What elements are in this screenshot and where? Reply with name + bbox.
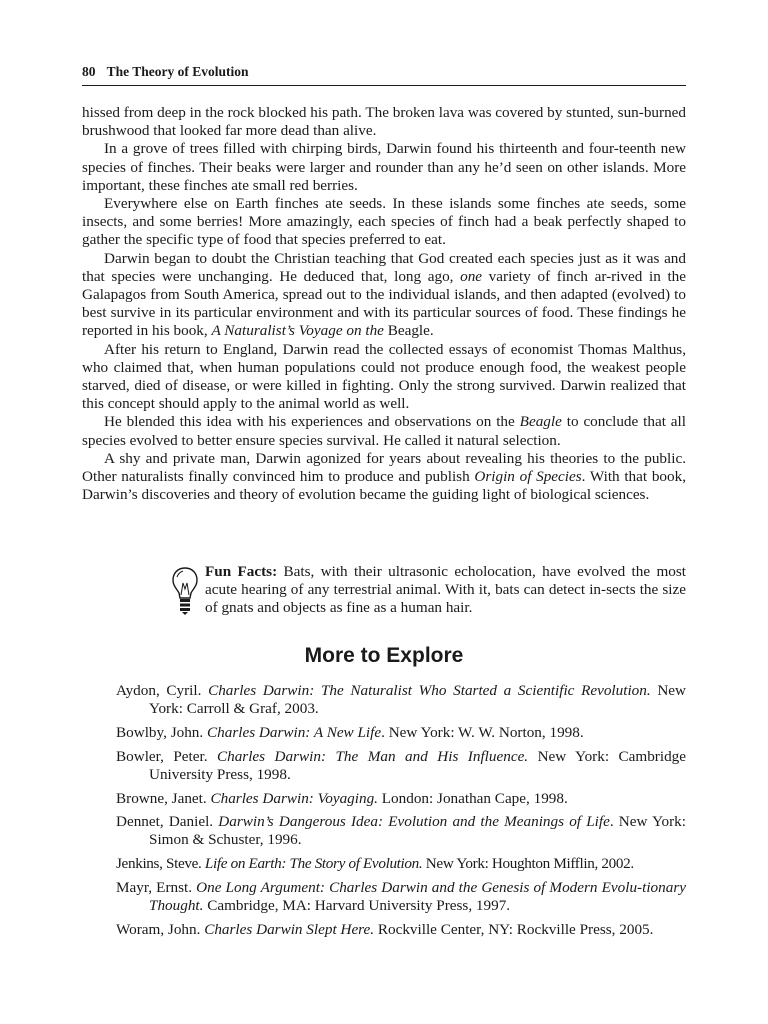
reference-item [116, 724, 686, 742]
emphasis: one [460, 267, 483, 285]
reference-author: Browne, Janet. [116, 789, 211, 807]
lightbulb-icon [170, 565, 200, 617]
ship-name: Beagle [519, 413, 562, 431]
reference-publisher: New York: Houghton Mifflin, 2002. [422, 855, 634, 873]
body-text [82, 104, 686, 504]
reference-author: Mayr, Ernst. [116, 878, 197, 896]
paragraph-text: He blended this idea with his experiences and observations on the [104, 413, 520, 431]
reference-title: Charles Darwin: Voyaging. [210, 789, 378, 807]
reference-author: Woram, John. [116, 920, 205, 938]
paragraph [82, 413, 686, 449]
reference-title: Charles Darwin: A New Life [207, 723, 382, 741]
reference-item [116, 855, 686, 873]
paragraph-text: A shy and private man, Darwin agonized for years about revealing his theories to the public. Other naturalists finally convinced him to produce and publish [82, 449, 686, 486]
reference-title: Darwin’s Dangerous Idea: Evolution and the Meanings of Life [218, 813, 610, 831]
fun-facts-label: Fun Facts: [205, 563, 278, 580]
reference-item [116, 790, 686, 808]
paragraph [82, 450, 686, 505]
reference-item [116, 813, 686, 849]
reference-author: Bowler, Peter. [116, 747, 217, 765]
reference-publisher: Cambridge, MA: Harvard University Press, 1997. [203, 897, 511, 915]
paragraph [82, 104, 686, 140]
paragraph-text: In a grove of trees filled with chirping birds, Darwin found his thirteenth and four-teenth new species of finches. Their beaks were larger and rounder than any he’d seen on other islands. More important, these finches ate small red berries. [82, 140, 686, 194]
reference-author: Jenkins, Steve. [116, 855, 205, 873]
reference-publisher: London: Jonathan Cape, 1998. [377, 789, 568, 807]
fun-facts-text [205, 563, 686, 618]
fun-facts-body: Bats, with their ultrasonic echolocation, have evolved the most acute hearing of any terrestrial animal. With it, bats can detect in-sects the size of gnats and objects as fine as a human hair. [205, 563, 686, 617]
reference-publisher: . New York: W. W. Norton, 1998. [381, 723, 584, 741]
reference-publisher: . New York: Simon & Schuster, 1996. [149, 813, 686, 849]
reference-item [116, 748, 686, 784]
reference-author: Bowlby, John. [116, 723, 207, 741]
paragraph-text: Everywhere else on Earth finches ate seeds. In these islands some finches ate seeds, some insects, and some berries! More amazingly, each species of finch had a beak perfectly shaped to gather the specific type of food that species preferred to eat. [82, 195, 686, 249]
reference-publisher: New York: Cambridge University Press, 1998. [149, 747, 686, 783]
book-title: A Naturalist’s Voyage on the [211, 322, 384, 340]
paragraph-text: Beagle. [383, 322, 434, 340]
paragraph-text: to conclude that all species evolved to better ensure species survival. He called it natural selection. [82, 413, 686, 449]
section-title: More to Explore [304, 644, 464, 667]
reference-list [116, 682, 686, 944]
paragraph-text: Darwin began to doubt the Christian teaching that God created each species just as it was and that species were unchanging. He deduced that, long ago, [82, 249, 686, 285]
reference-title: Life on Earth: The Story of Evolution. [204, 855, 423, 873]
reference-publisher: Rockville Center, NY: Rockville Press, 2005. [374, 920, 654, 938]
fun-facts-box [170, 563, 686, 618]
reference-item [116, 921, 686, 939]
book-title: Origin of Species [474, 468, 582, 486]
reference-title: Charles Darwin Slept Here. [204, 920, 375, 938]
running-header [82, 64, 686, 86]
paragraph [82, 140, 686, 195]
paragraph [82, 250, 686, 341]
reference-item [116, 682, 686, 718]
paragraph-text: . With that book, Darwin’s discoveries and theory of evolution became the guiding light of biological sciences. [82, 468, 686, 504]
reference-author: Aydon, Cyril. [116, 682, 209, 699]
reference-item [116, 879, 686, 915]
paragraph-text: After his return to England, Darwin read the collected essays of economist Thomas Malthus, who claimed that, when human populations could not produce enough food, the weakest people starved, died of disease, or were killed in fighting. Only the strong survived. Darwin realized that this concept should apply to the animal world as well. [82, 340, 686, 413]
paragraph [82, 195, 686, 250]
reference-author: Dennet, Daniel. [116, 813, 219, 831]
reference-title: Charles Darwin: The Man and His Influence. [216, 747, 529, 765]
reference-title: Charles Darwin: The Naturalist Who Started a Scientific Revolution. [208, 682, 651, 699]
running-title: The Theory of Evolution [106, 64, 249, 79]
reference-title: One Long Argument: Charles Darwin and the Genesis of Modern Evolu-tionary Thought. [149, 878, 686, 915]
paragraph [82, 341, 686, 414]
paragraph-text: hissed from deep in the rock blocked his path. The broken lava was covered by stunted, sun-burned brushwood that looked far more dead than alive. [82, 104, 686, 140]
paragraph-text: variety of finch ar-rived in the Galapagos from South America, spread out to the individual islands, and then adapted (evolved) to best survive in its particular environment and with its particular sources of food. These findings he reported in his book, [82, 267, 686, 340]
page-number: 80 [82, 64, 96, 79]
reference-publisher: New York: Carroll & Graf, 2003. [149, 682, 687, 718]
